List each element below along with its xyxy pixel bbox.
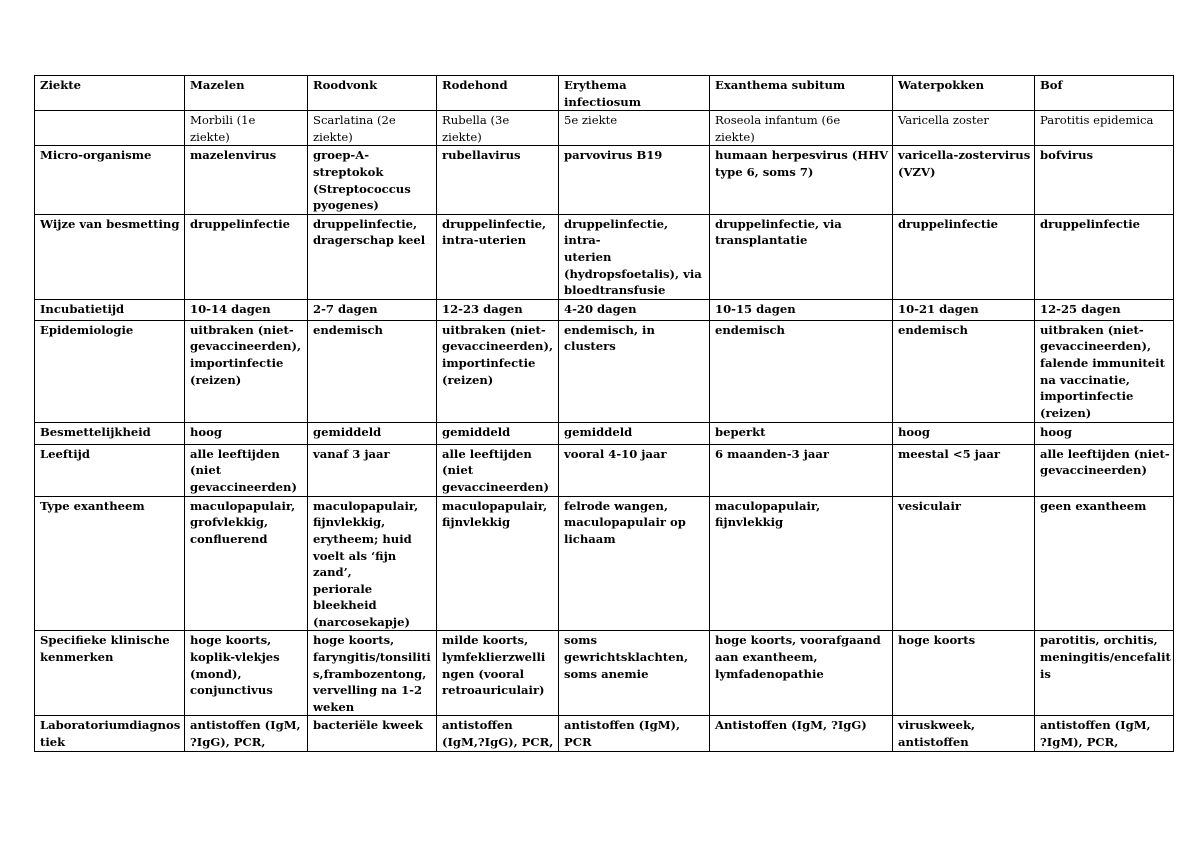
table-cell: felrode wangen, maculopapulair op lichaam [559,496,710,631]
row-label: Epidemiologie [35,320,185,422]
table-cell: maculopapulair, fijnvlekkig [710,496,893,631]
row-label: Leeftijd [35,444,185,496]
table-cell: druppelinfectie, intra-uterien [437,214,559,299]
table-cell: 6 maanden-3 jaar [710,444,893,496]
table-cell: vesiculair [893,496,1035,631]
header-cell: Roodvonk [308,76,437,111]
table-cell: endemisch [308,320,437,422]
table-cell: hoge koorts [893,631,1035,716]
table-cell: 10-21 dagen [893,299,1035,320]
table-cell: 12-23 dagen [437,299,559,320]
table-cell: alle leeftijden (niet- gevaccineerden) [1035,444,1174,496]
table-cell: uitbraken (niet- gevaccineerden), falende immuniteit na vaccinatie, importinfectie (reizen) [1035,320,1174,422]
table-cell: endemisch, in clusters [559,320,710,422]
table-row [35,214,1174,299]
row-label: Wijze van besmetting [35,214,185,299]
table-cell: druppelinfectie [185,214,308,299]
table-cell: mazelenvirus [185,146,308,214]
table-cell: rubellavirus [437,146,559,214]
table-cell: antistoffen (IgM), PCR [559,716,710,752]
table-cell: geen exantheem [1035,496,1174,631]
table-cell: antistoffen (IgM, ?IgG), PCR, [185,716,308,752]
table-cell: bacteriële kweek [308,716,437,752]
header-cell: Bof [1035,76,1174,111]
header-cell: Erythema infectiosum [559,76,710,111]
table-cell: hoog [185,422,308,444]
header-cell: Exanthema subitum [710,76,893,111]
table-cell: varicella-zostervirus (VZV) [893,146,1035,214]
table-row [35,299,1174,320]
table-row [35,444,1174,496]
table-cell: 10-14 dagen [185,299,308,320]
table-cell: maculopapulair, fijnvlekkig, erytheem; huid voelt als ‘fijn zand’, periorale bleekheid (narcosekapje) [308,496,437,631]
table-cell: maculopapulair, fijnvlekkig [437,496,559,631]
table-cell: druppelinfectie [1035,214,1174,299]
table-cell: alle leeftijden (niet gevaccineerden) [437,444,559,496]
table-cell: Antistoffen (IgM, ?IgG) [710,716,893,752]
table-cell: 2-7 dagen [308,299,437,320]
row-label: Micro-organisme [35,146,185,214]
table-cell: vooral 4-10 jaar [559,444,710,496]
table-cell: Morbili (1e ziekte) [185,111,308,146]
table-cell: gemiddeld [437,422,559,444]
table-cell: hoge koorts, faryngitis/tonsiliti s,frambozentong, vervelling na 1-2 weken [308,631,437,716]
header-cell: Rodehond [437,76,559,111]
table-cell: viruskweek, antistoffen [893,716,1035,752]
header-cell: Waterpokken [893,76,1035,111]
table-row [35,111,1174,146]
table-cell: bofvirus [1035,146,1174,214]
table-cell: 10-15 dagen [710,299,893,320]
table-cell: vanaf 3 jaar [308,444,437,496]
disease-comparison-table [34,75,1174,752]
table-cell: Roseola infantum (6e ziekte) [710,111,893,146]
table-cell: humaan herpesvirus (HHV type 6, soms 7) [710,146,893,214]
row-label: Specifieke klinische kenmerken [35,631,185,716]
table-row [35,496,1174,631]
table-cell: alle leeftijden (niet gevaccineerden) [185,444,308,496]
table-cell: groep-A- streptokok (Streptococcus pyogenes) [308,146,437,214]
table-cell: druppelinfectie [893,214,1035,299]
table-row [35,422,1174,444]
table-cell: 12-25 dagen [1035,299,1174,320]
table-cell: druppelinfectie, via transplantatie [710,214,893,299]
table-cell: antistoffen (IgM, ?IgM), PCR, [1035,716,1174,752]
table-cell: milde koorts, lymfeklierzwelli ngen (vooral retroauriculair) [437,631,559,716]
table-cell: soms gewrichtsklachten, soms anemie [559,631,710,716]
table-row [35,631,1174,716]
table-cell: hoog [893,422,1035,444]
table-cell: druppelinfectie, dragerschap keel [308,214,437,299]
row-label: Laboratoriumdiagnos tiek [35,716,185,752]
table-cell: meestal <5 jaar [893,444,1035,496]
table-cell: 4-20 dagen [559,299,710,320]
row-label: Besmettelijkheid [35,422,185,444]
table-cell: parvovirus B19 [559,146,710,214]
table-cell: Scarlatina (2e ziekte) [308,111,437,146]
table-cell: hoge koorts, koplik-vlekjes (mond), conjunctivus [185,631,308,716]
table-cell: antistoffen (IgM,?IgG), PCR, [437,716,559,752]
header-row [35,76,1174,111]
table-cell: endemisch [893,320,1035,422]
row-label: Incubatietijd [35,299,185,320]
table-row [35,320,1174,422]
table-cell: Rubella (3e ziekte) [437,111,559,146]
table-cell: druppelinfectie, intra- uterien (hydropsfoetalis), via bloedtransfusie [559,214,710,299]
table-cell: uitbraken (niet- gevaccineerden), importinfectie (reizen) [437,320,559,422]
table-cell: Varicella zoster [893,111,1035,146]
table-cell: Parotitis epidemica [1035,111,1174,146]
table-cell: hoge koorts, voorafgaand aan exantheem, lymfadenopathie [710,631,893,716]
table-cell: hoog [1035,422,1174,444]
table-cell: gemiddeld [559,422,710,444]
table-cell: endemisch [710,320,893,422]
table-cell: parotitis, orchitis, meningitis/encefalit is [1035,631,1174,716]
table-row [35,716,1174,752]
header-cell: Mazelen [185,76,308,111]
table-cell: gemiddeld [308,422,437,444]
table-cell: 5e ziekte [559,111,710,146]
table-row [35,146,1174,214]
row-label: Type exantheem [35,496,185,631]
row-label [35,111,185,146]
table-cell: uitbraken (niet- gevaccineerden), importinfectie (reizen) [185,320,308,422]
table-cell: beperkt [710,422,893,444]
header-cell: Ziekte [35,76,185,111]
table-cell: maculopapulair, grofvlekkig, confluerend [185,496,308,631]
